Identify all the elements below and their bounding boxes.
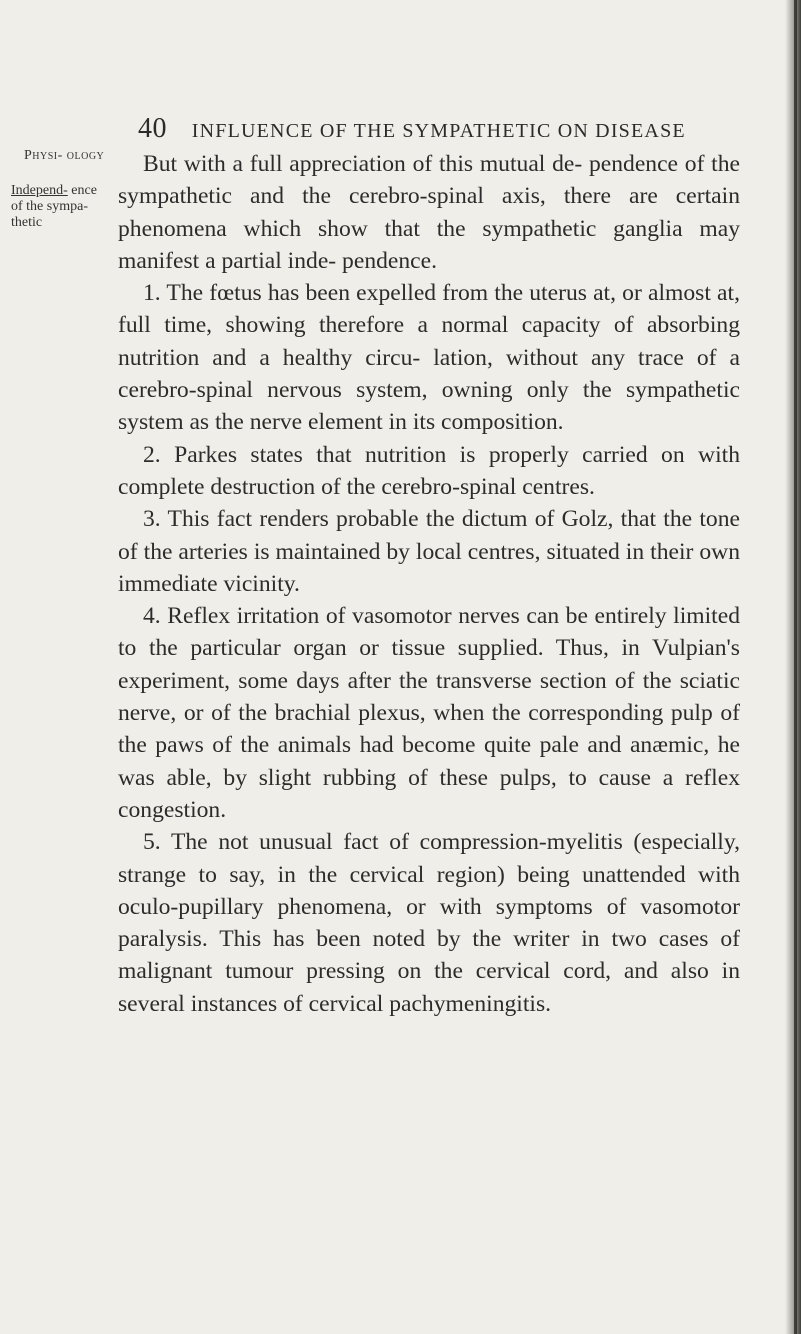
margin-note-independence xyxy=(11,183,101,231)
paragraph-3: 3. This fact renders probable the dictum of Golz, that the tone of the arteries is maintained by local centres, situated in their own immediate vicinity. xyxy=(118,506,740,597)
running-head xyxy=(138,113,686,145)
paragraph-2: 2. Parkes states that nutrition is properly carried on with complete destruction of the cerebro-spinal centres. xyxy=(118,441,740,500)
body-text xyxy=(118,148,740,1020)
paragraph-intro: But with a full appreciation of this mutual de- pendence of the sympathetic and the cerebro-spinal axis, there are certain phenomena which show that the sympathetic ganglia may manifest a partial inde- pendence. xyxy=(118,151,740,274)
paragraph-1: 1. The fœtus has been expelled from the uterus at, or almost at, full time, showing therefore a normal capacity of absorbing nutrition and a healthy circu- lation, without any trace of a cerebro-spinal nervous system, owning only the sympathetic system as the nerve element in its composition. xyxy=(118,280,740,436)
margin-note-physiology-text: Physi- ology xyxy=(24,148,105,163)
page-edge-line xyxy=(794,0,797,1334)
page-number: 40 xyxy=(138,113,167,144)
running-title: INFLUENCE OF THE SYMPATHETIC ON DISEASE xyxy=(191,120,686,142)
paragraph-4: 4. Reflex irritation of vasomotor nerves can be entirely limited to the particular organ or tissue supplied. Thus, in Vulpian's experiment, some days after the transverse section of the sciatic nerve, or of the brachial plexus, when the corresponding pulp of the paws of the animals had become quite pale and anæmic, he was able, by slight rubbing of these pulps, to cause a reflex congestion. xyxy=(118,603,740,823)
margin-note-independence-part2: ence of the sympa- thetic xyxy=(11,183,97,230)
margin-note-physiology xyxy=(24,148,114,164)
paragraph-5: 5. The not unusual fact of compression-myelitis (especially, strange to say, in the cervical region) being unattended with oculo-pupillary phenomena, or with symptoms of vasomotor paralysis. This has been noted by the writer in two cases of malignant tumour pressing on the cervical cord, and also in several instances of cervical pachymeningitis. xyxy=(118,829,740,1017)
page-edge-shadow xyxy=(785,0,801,1334)
margin-note-independence-part1: Independ- xyxy=(11,183,68,198)
